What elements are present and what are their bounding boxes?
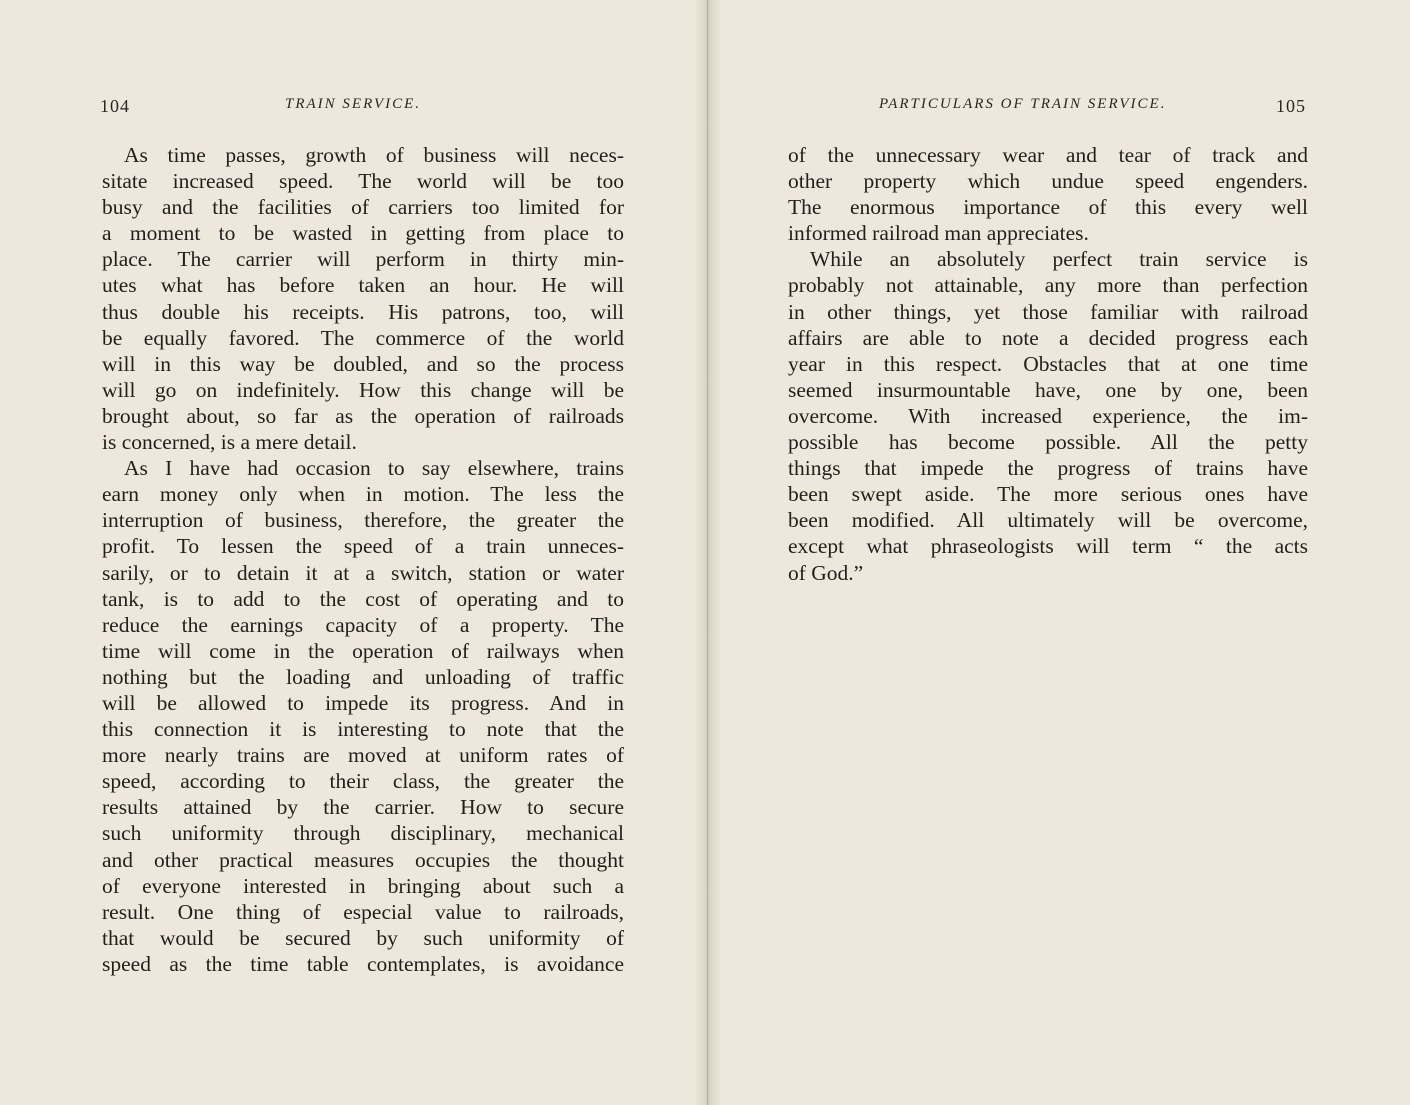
right-page [709, 0, 1410, 1105]
text-line: speed, according to their class, the greater the [102, 769, 624, 794]
text-line: brought about, so far as the operation of railroads [102, 403, 624, 428]
text-line: will go on indefinitely. How this change will be [102, 377, 624, 402]
text-line: place. The carrier will perform in thirty min- [102, 247, 624, 272]
text-line: time will come in the operation of railways when [102, 638, 624, 663]
text-line: a moment to be wasted in getting from place to [102, 221, 624, 246]
text-line: of God.” [788, 560, 864, 585]
text-line: results attained by the carrier. How to secure [102, 795, 624, 820]
text-line: interruption of business, therefore, the greater the [102, 508, 624, 533]
body-text [788, 142, 1308, 586]
text-line: be equally favored. The commerce of the world [102, 325, 624, 350]
text-line: been modified. All ultimately will be overcome, [788, 508, 1308, 533]
text-line: profit. To lessen the speed of a train unneces- [102, 534, 624, 559]
text-line: other property which undue speed engenders. [788, 169, 1308, 194]
text-line: overcome. With increased experience, the im- [788, 403, 1308, 428]
text-line: busy and the facilities of carriers too limited for [102, 195, 624, 220]
text-line: result. One thing of especial value to railroads, [102, 899, 624, 924]
text-line: speed as the time table contemplates, is avoidance [102, 951, 624, 976]
text-line: in other things, yet those familiar with railroad [788, 299, 1308, 324]
page-number: 104 [100, 96, 130, 116]
text-line: While an absolutely perfect train service is [810, 247, 1308, 272]
text-line: The enormous importance of this every well [788, 195, 1308, 220]
text-line: things that impede the progress of trains have [788, 456, 1308, 481]
text-line: more nearly trains are moved at uniform rates of [102, 743, 624, 768]
text-line: year in this respect. Obstacles that at one time [788, 351, 1308, 376]
text-line: that would be secured by such uniformity of [102, 925, 624, 950]
text-line: nothing but the loading and unloading of traffic [102, 664, 624, 689]
text-line: thus double his receipts. His patrons, too, will [102, 299, 624, 324]
text-line: earn money only when in motion. The less the [102, 482, 624, 507]
page-fold [707, 0, 708, 1105]
text-line: of everyone interested in bringing about such a [102, 873, 624, 898]
text-line: probably not attainable, any more than perfection [788, 273, 1308, 298]
text-line: informed railroad man appreciates. [788, 221, 1089, 246]
text-line: tank, is to add to the cost of operating and to [102, 586, 624, 611]
text-line: seemed insurmountable have, one by one, been [788, 377, 1308, 402]
text-line: As I have had occasion to say elsewhere, trains [124, 456, 624, 481]
text-line: been swept aside. The more serious ones have [788, 482, 1308, 507]
text-line: except what phraseologists will term “ the acts [788, 534, 1308, 559]
text-line: this connection it is interesting to note that the [102, 717, 624, 742]
text-line: affairs are able to note a decided progress each [788, 325, 1308, 350]
text-line: will in this way be doubled, and so the process [102, 351, 624, 376]
text-line: is concerned, is a mere detail. [102, 430, 357, 455]
text-line: possible has become possible. All the petty [788, 430, 1308, 455]
text-line: and other practical measures occupies the thought [102, 847, 624, 872]
text-line: such uniformity through disciplinary, mechanical [102, 821, 624, 846]
text-line: utes what has before taken an hour. He will [102, 273, 624, 298]
text-line: As time passes, growth of business will neces- [124, 143, 624, 167]
text-line: sitate increased speed. The world will be too [102, 169, 624, 194]
text-line: sarily, or to detain it at a switch, station or water [102, 560, 624, 585]
running-head: TRAIN SERVICE. [285, 96, 422, 112]
running-head: PARTICULARS OF TRAIN SERVICE. [879, 96, 1167, 112]
text-line: reduce the earnings capacity of a property. The [102, 612, 624, 637]
text-line: will be allowed to impede its progress. And in [102, 690, 624, 715]
text-line: of the unnecessary wear and tear of track and [788, 143, 1308, 167]
body-text [102, 142, 624, 977]
page-number: 105 [1276, 96, 1306, 116]
